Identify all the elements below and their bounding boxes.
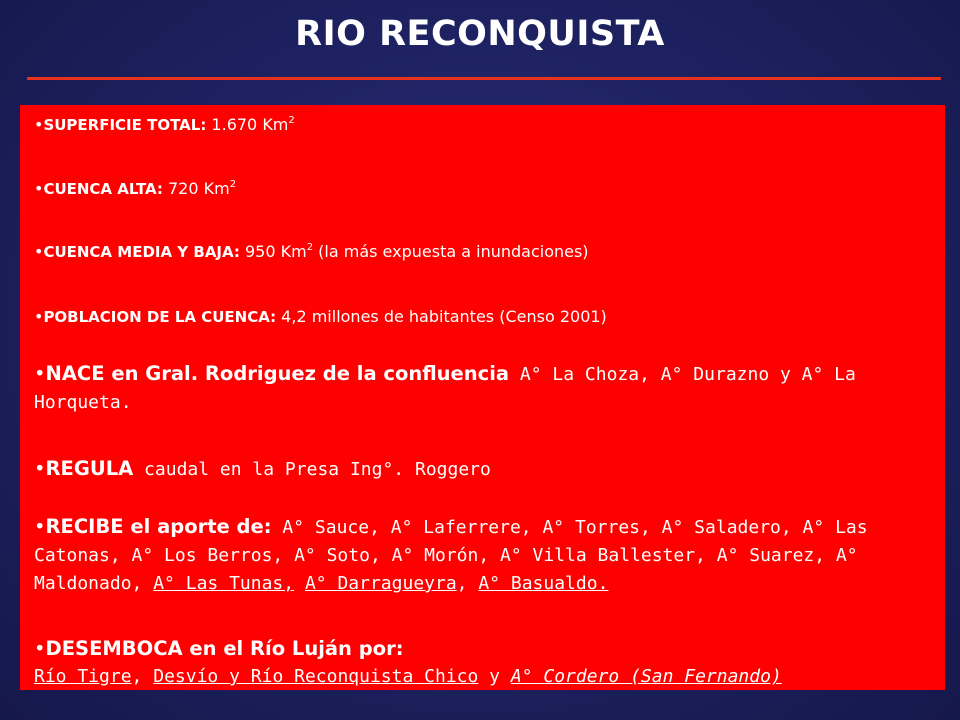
bullet: • <box>34 242 44 261</box>
nace-label: NACE en Gral. Rodriguez de la confluencia <box>45 362 510 385</box>
cuenca-media-note: (la más expuesta a inundaciones) <box>313 242 589 261</box>
cuenca-alta-value: 720 Km <box>168 179 230 198</box>
recibe-value: A° Sauce, A° Laferrere, A° Torres, A° Saladero, A° Las Catonas, A° Los Berros, A° Soto, A° Morón, A° Villa Ballester, A° Suarez, A° Maldonado, <box>34 517 868 594</box>
cuenca-alta-sup: 2 <box>229 179 237 190</box>
desemboca-label: DESEMBOCA en el Río Luján por: <box>45 637 404 660</box>
superficie-item <box>34 115 295 134</box>
regula-label: REGULA <box>45 457 134 480</box>
title-divider <box>27 77 941 80</box>
cuenca-alta-label: CUENCA ALTA: <box>43 180 163 198</box>
cuenca-alta-item <box>34 179 236 198</box>
bullet: • <box>34 637 46 660</box>
bullet: • <box>34 307 44 326</box>
link-las-tunas[interactable]: A° Las Tunas, <box>153 573 295 594</box>
slide-title: RIO RECONQUISTA <box>295 14 665 54</box>
regula-item <box>34 455 934 483</box>
link-rio-tigre[interactable]: Río Tigre <box>34 666 132 687</box>
cuenca-media-label: CUENCA MEDIA Y BAJA: <box>43 243 240 261</box>
link-darragueyra[interactable]: A° Darragueyra <box>304 573 457 594</box>
regula-value: caudal en la Presa Ing°. Roggero <box>133 459 491 480</box>
bullet: • <box>34 179 44 198</box>
superficie-label: SUPERFICIE TOTAL: <box>43 116 207 134</box>
superficie-sup: 2 <box>288 115 295 126</box>
cuenca-media-sup: 2 <box>306 242 314 253</box>
recibe-separator: , <box>456 573 479 594</box>
bullet: • <box>34 362 46 385</box>
superficie-value: 1.670 Km <box>211 115 289 134</box>
link-cordero-san-fernando[interactable]: A° Cordero (San Fernando) <box>510 666 782 687</box>
link-basualdo[interactable]: A° Basualdo. <box>478 573 609 594</box>
recibe-item <box>34 513 934 597</box>
bullet: • <box>34 515 46 538</box>
poblacion-value: 4,2 millones de habitantes (Censo 2001) <box>276 307 607 326</box>
recibe-separator <box>294 573 305 594</box>
recibe-label: RECIBE el aporte de: <box>45 515 272 538</box>
bullet: • <box>34 457 46 480</box>
desemboca-separator: , <box>131 666 154 687</box>
nace-item <box>34 360 934 416</box>
desemboca-separator: y <box>478 666 511 687</box>
link-desvio-reconquista-chico[interactable]: Desvío y Río Reconquista Chico <box>153 666 479 687</box>
cuenca-media-value: 950 Km <box>245 242 307 261</box>
content-panel <box>20 105 945 690</box>
poblacion-item <box>34 307 607 326</box>
desemboca-item <box>34 635 934 690</box>
poblacion-label: POBLACION DE LA CUENCA: <box>43 308 277 326</box>
bullet: • <box>34 115 44 134</box>
cuenca-media-item <box>34 242 589 261</box>
nace-value: A° La Choza, A° Durazno y A° La Horqueta. <box>34 364 856 413</box>
